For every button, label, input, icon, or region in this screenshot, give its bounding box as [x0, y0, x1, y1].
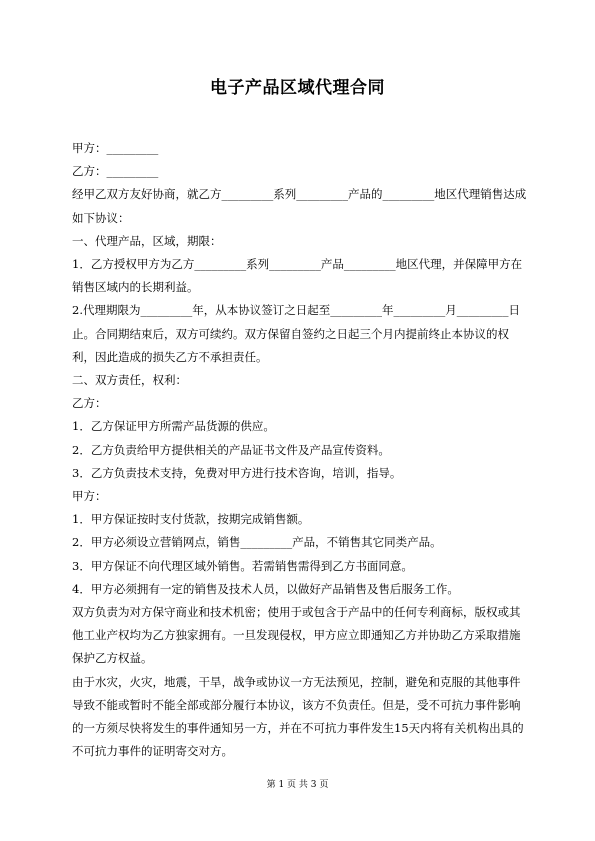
clause-1-2: 2.代理期限为_________年，从本协议签订之日起至_________年_________月_________日止。合同期结束后，双方可续约。双方保留自签约之日起三个月内提前终止本协议的权利，因此造成的损失乙方不承担责任。 — [72, 303, 520, 364]
party-b-clause-3: 3．乙方负责技术支持，免费对甲方进行技术咨询，培训，指导。 — [72, 465, 402, 480]
force-majeure-paragraph: 由于水灾，火灾，地震，干旱，战争或协议一方无法预见，控制，避免和克服的其他事件导致不能或暂时不能全部或部分履行本协议，该方不负责任。但是，受不可抗力事件影响的一方须尽快将发生的事件通知另一方，并在不可抗力事件发生15天内将有关机构出具的不可抗力事件的证明寄交对方。 — [72, 674, 524, 759]
party-b-clause-1: 1．乙方保证甲方所需产品货源的供应。 — [72, 419, 275, 434]
party-b-subheading: 乙方： — [72, 396, 107, 411]
party-a-clause-2: 2．甲方必须设立营销网点，销售_________产品，不销售其它同类产品。 — [72, 535, 442, 550]
section-heading-1: 一、代理产品，区域，期限： — [72, 233, 222, 248]
preamble-paragraph: 经甲乙双方友好协商，就乙方_________系列_________产品的_________地区代理销售达成如下协议： — [72, 187, 527, 225]
party-a-clause-4: 4．甲方必须拥有一定的销售及技术人员，以做好产品销售及售后服务工作。 — [72, 581, 459, 596]
party-b-clause-2: 2．乙方负责给甲方提供相关的产品证书文件及产品宣传资料。 — [72, 442, 390, 457]
party-a-subheading: 甲方： — [72, 489, 107, 504]
party-a-clause-1: 1．甲方保证按时支付货款，按期完成销售额。 — [72, 512, 310, 527]
confidentiality-paragraph: 双方负责为对方保守商业和技术机密；使用于或包含于产品中的任何专利商标，版权或其他工业产权均为乙方独家拥有。一旦发现侵权，甲方应立即通知乙方并协助乙方采取措施保护乙方权益。 — [72, 605, 521, 666]
document-title: 电子产品区域代理合同 — [210, 78, 385, 98]
party-a-line: 甲方：_________ — [72, 141, 159, 155]
document-body — [72, 137, 529, 763]
section-heading-2: 二、双方责任，权利： — [72, 373, 187, 388]
party-b-line: 乙方：_________ — [72, 164, 159, 179]
party-a-clause-3: 3．甲方保证不向代理区域外销售。若需销售需得到乙方书面同意。 — [72, 558, 413, 573]
page-number-footer: 第 1 页 共 3 页 — [266, 780, 329, 790]
clause-1-1: 1．乙方授权甲方为乙方_________系列_________产品_________地区代理，并保障甲方在销售区域内的长期利益。 — [72, 257, 523, 295]
